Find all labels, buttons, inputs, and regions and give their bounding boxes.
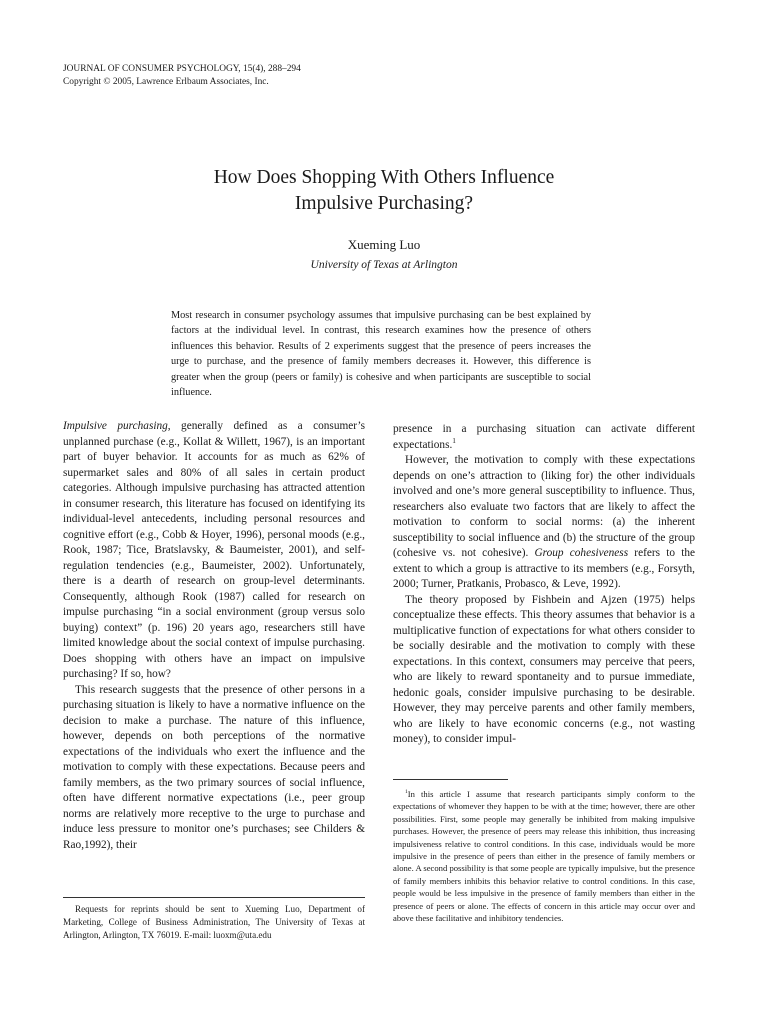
author-affiliation: University of Texas at Arlington	[310, 259, 458, 271]
body-column-left	[63, 419, 365, 853]
title-line-1: How Does Shopping With Others Influence	[213, 167, 555, 188]
footnote-rule-left	[63, 897, 365, 898]
body-paragraph: This research suggests that the presence of other persons in a purchasing situation is likely to have a normative influence on the decision to make a purchase. The nature of this influence, however, depends on both perceptions of the normative expectations of the individuals who exert the influence and the motivation to comply with these expectations. Because peers and family members, as the two primary sources of social influence, often have different normative expectations (i.e., peer group norms are relatively more receptive to the urge to purchase and induce less pressure to monitor one’s purchases; see Childers & Rao,1992), their	[63, 683, 365, 851]
body-paragraph	[63, 419, 365, 683]
paragraph-text: refers to the extent to which a group is attractive to its members (e.g., Forsyth, 2000; Turner, Pratkanis, Probasco, & Leve, 1992).	[393, 547, 695, 590]
body-column-right	[393, 422, 695, 748]
article-title	[100, 165, 668, 217]
footnote-left	[63, 903, 365, 942]
title-line-2: Impulsive Purchasing?	[294, 193, 474, 214]
author-name: Xueming Luo	[347, 237, 421, 252]
body-paragraph	[393, 453, 695, 593]
paragraph-text: , generally defined as a consumer’s unplanned purchase (e.g., Kollat & Willett, 1967), is an important part of buyer behavior. It accounts for as much as 62% of supermarket sales and 80% of all sales in certain product categories. Although impulsive purchasing has attracted attention in consumer research, this literature has focused on identifying its individual-level antecedents, including personal resources and cognitive effort (e.g., Cobb & Hoyer, 1996), personal moods (e.g., Rook, 1987; Tice, Bratslavsky, & Baumeister, 2001), and self-regulation tendencies (e.g., Baumeister, 2002). Unfortunately, there is a dearth of research on group-level determinants. Consequently, although Rook (1987) called for research on impulse purchasing “in a social environment (group versus solo buying) context” (p. 196) 20 years ago, researchers still have limited knowledge about the social context of impulse purchasing. Does shopping with others have an impact on impulsive purchasing? If so, how?	[63, 420, 365, 680]
footnote-ref: 1	[452, 435, 456, 445]
footnote-right	[393, 788, 695, 924]
journal-header	[63, 63, 301, 89]
paragraph-text: presence in a purchasing situation can activate different expectations.	[393, 423, 695, 451]
copyright-line: Copyright © 2005, Lawrence Erlbaum Associates, Inc.	[63, 77, 269, 87]
journal-citation: JOURNAL OF CONSUMER PSYCHOLOGY, 15(4), 288–294	[63, 64, 301, 74]
body-paragraph	[393, 422, 695, 453]
footnote-text: In this article I assume that research participants simply conform to the expectations of whomever they happen to be with at the time; however, there are other possibilities. First, some people may generally be inhibited from making impulsive purchases. However, the presence of peers may release this inhibition, thus increasing impulsiveness relative to control conditions. In this case, individuals would be more impulsive in the presence of peers than either in the presence of family members or alone. A second possibility is that some people are typically impulsive, but the presence of family members inhibits this behavior relative to control conditions. In this case, people would be less impulsive in the presence of family members than either in the presence of peers or alone. The effects of concern in this article may occur over and above these facilitative and inhibitory tendencies.	[393, 789, 695, 924]
paragraph-text: However, the motivation to comply with these expectations depends on one’s attraction to (liking for) the other individuals involved and one’s more general susceptibility to influence. Thus, researchers also evaluate two factors that are likely to affect the motivation to conform to social norms: (a) the inherent susceptibility to social influence and (b) the structure of the group (cohesive vs. not cohesive).	[393, 454, 695, 559]
reprint-request-note: Requests for reprints should be sent to Xueming Luo, Department of Marketing, College of Business Administration, The University of Texas at Arlington, Arlington, TX 76019. E-mail: luoxm@uta.edu	[63, 904, 365, 940]
term-group-cohesiveness: Group cohesiveness	[534, 547, 629, 559]
body-paragraph: The theory proposed by Fishbein and Ajzen (1975) helps conceptualize these effects. This theory assumes that behavior is a multiplicative function of expectations for what others consider to be socially desirable and the motivation to comply with these expectations. In this context, consumers may perceive that peers, who are likely to reward spontaneity and to pursue immediate, hedonic goals, consider impulsive purchasing to be desirable. However, they may perceive parents and other family members, who are likely to have economic concerns (e.g., not wasting money), to consider impul-	[393, 593, 695, 745]
footnote-mark: 1	[405, 789, 408, 796]
footnote-paragraph	[393, 788, 695, 924]
abstract: Most research in consumer psychology assumes that impulsive purchasing can be best explained by factors at the individual level. In contrast, this research examines how the presence of others influences this behavior. Results of 2 experiments suggest that the presence of peers increases the urge to purchase, and the presence of family members decreases it. However, this difference is greater when the group (peers or family) is cohesive and when participants are susceptible to social influence.	[171, 310, 591, 399]
footnote-rule-right	[393, 779, 508, 780]
term-impulsive-purchasing: Impulsive purchasing	[63, 420, 168, 432]
